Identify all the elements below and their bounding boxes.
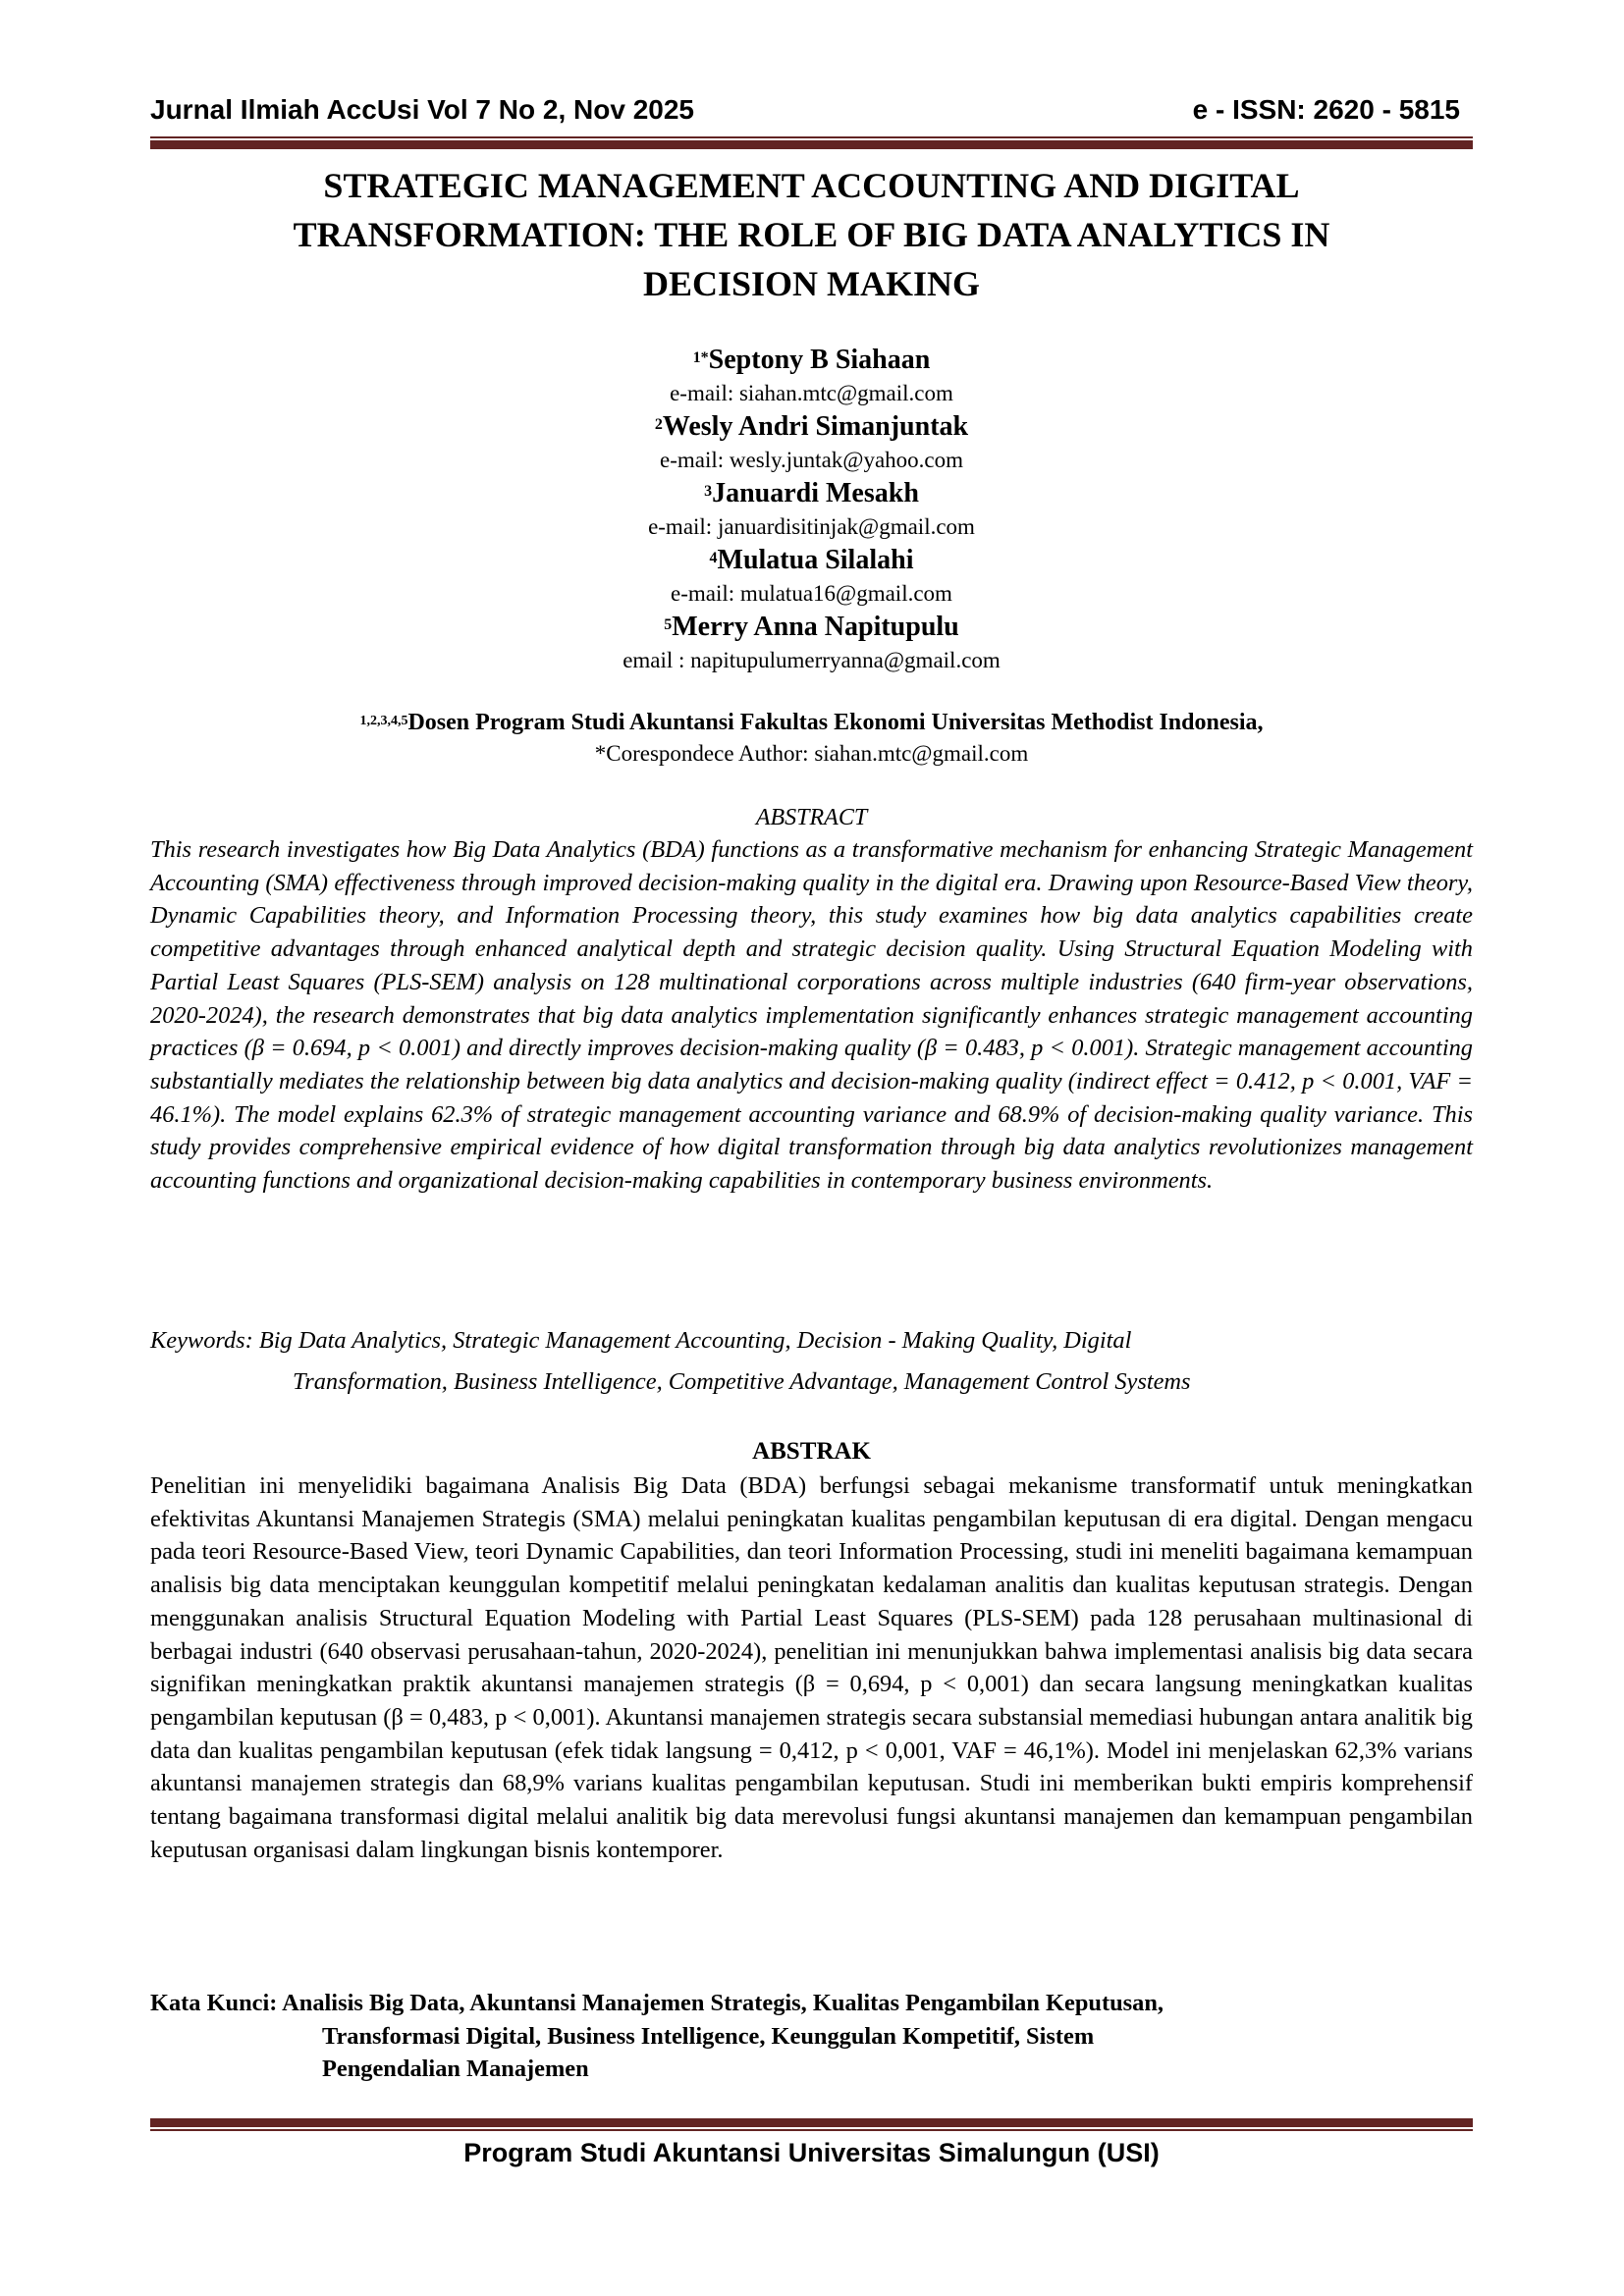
running-header bbox=[150, 94, 1473, 128]
footer-rule-thick bbox=[150, 2118, 1473, 2127]
author-marker: 4 bbox=[709, 550, 718, 566]
author-name-text: Merry Anna Napitupulu bbox=[672, 612, 959, 642]
abstract-text: This research investigates how Big Data Analytics (BDA) functions as a transformative mechanism for enhancing Strategic Management Accounting (SMA) effectiveness through improved decision-making quality in the digital era. Drawing upon Resource-Based View theory, Dynamic Capabilities theory, and Information Processing theory, this study examines how big data analytics capabilities create competitive advantages through enhanced analytical depth and strategic decision quality. Using Structural Equation Modeling with Partial Least Squares (PLS-SEM) analysis on 128 multinational corporations across multiple industries (640 firm-year observations, 2020-2024), the research demonstrates that big data analytics implementation significantly enhances strategic management accounting practices (β = 0.694, p < 0.001) and directly improves decision-making quality (β = 0.483, p < 0.001). Strategic management accounting substantially mediates the relationship between big data analytics and decision-making quality (indirect effect = 0.412, p < 0.001, VAF = 46.1%). The model explains 62.3% of strategic management accounting variance and 68.9% of decision-making quality variance. This study provides comprehensive empirical evidence of how digital transformation through big data analytics revolutionizes management accounting functions and organizational decision-making capabilities in contemporary business environments. bbox=[150, 836, 1473, 1195]
author-marker: 5 bbox=[664, 616, 673, 633]
author-email: e-mail: mulatua16@gmail.com bbox=[671, 581, 952, 606]
kata-kunci-line-1: Kata Kunci: Analisis Big Data, Akuntansi Manajemen Strategis, Kualitas Pengambilan Keputusan, bbox=[150, 1990, 1164, 2016]
correspondence-author: *Corespondece Author: siahan.mtc@gmail.com bbox=[594, 741, 1029, 766]
author-name-text: Januardi Mesakh bbox=[712, 478, 919, 508]
affiliation bbox=[150, 707, 1473, 770]
author-name bbox=[150, 410, 1473, 444]
author-name bbox=[150, 544, 1473, 577]
keywords bbox=[150, 1320, 1473, 1403]
institution-text: Dosen Program Studi Akuntansi Fakultas Ekonomi Universitas Methodist Indonesia, bbox=[407, 710, 1264, 735]
journal-name: Jurnal Ilmiah AccUsi Vol 7 No 2, Nov 2025 bbox=[150, 94, 694, 125]
title-line-1: STRATEGIC MANAGEMENT ACCOUNTING AND DIGITAL bbox=[323, 166, 1300, 205]
running-footer: Program Studi Akuntansi Universitas Simalungun (USI) bbox=[463, 2138, 1160, 2167]
author-marker: 2 bbox=[654, 416, 663, 433]
author-name bbox=[150, 611, 1473, 644]
paper-title bbox=[150, 161, 1473, 308]
kata-kunci-line-2: Transformasi Digital, Business Intelligence, Keunggulan Kompetitif, Sistem bbox=[322, 2022, 1095, 2050]
kata-kunci-line-3: Pengendalian Manajemen bbox=[322, 2056, 589, 2083]
author-name bbox=[150, 344, 1473, 377]
title-line-3: DECISION MAKING bbox=[642, 264, 981, 303]
keywords-line-1: Keywords: Big Data Analytics, Strategic Management Accounting, Decision - Making Quality, Digital bbox=[150, 1327, 1132, 1354]
header-rule-thick bbox=[150, 140, 1473, 149]
author-email: e-mail: siahan.mtc@gmail.com bbox=[670, 381, 953, 405]
kata-kunci bbox=[150, 1987, 1473, 2086]
author-marker: 3 bbox=[704, 483, 713, 500]
keywords-line-2: Transformation, Business Intelligence, Competitive Advantage, Management Control Systems bbox=[293, 1368, 1191, 1395]
author-list bbox=[150, 344, 1473, 677]
abstract-heading: ABSTRACT bbox=[755, 805, 868, 830]
author-marker: 1* bbox=[692, 349, 709, 366]
header-rule-thin bbox=[150, 136, 1473, 138]
footer-rule-thin bbox=[150, 2129, 1473, 2131]
affiliation-marker: 1,2,3,4,5 bbox=[359, 714, 408, 728]
issn: e - ISSN: 2620 - 5815 bbox=[1192, 94, 1460, 125]
author-name-text: Wesly Andri Simanjuntak bbox=[662, 411, 969, 442]
institution bbox=[150, 707, 1473, 738]
author-email: e-mail: januardisitinjak@gmail.com bbox=[648, 514, 975, 539]
author-name-text: Mulatua Silalahi bbox=[717, 545, 914, 575]
author-email: e-mail: wesly.juntak@yahoo.com bbox=[659, 448, 964, 472]
title-line-2: TRANSFORMATION: THE ROLE OF BIG DATA ANALYTICS IN bbox=[293, 215, 1330, 254]
abstrak-heading: ABSTRAK bbox=[752, 1438, 871, 1465]
author-name bbox=[150, 477, 1473, 510]
author-email: email : napitupulumerryanna@gmail.com bbox=[623, 648, 1001, 672]
abstrak-text: Penelitian ini menyelidiki bagaimana Analisis Big Data (BDA) berfungsi sebagai mekanisme transformatif untuk meningkatkan efektivitas Akuntansi Manajemen Strategis (SMA) melalui peningkatan kualitas pengambilan keputusan di era digital. Dengan mengacu pada teori Resource-Based View, teori Dynamic Capabilities, dan teori Information Processing, studi ini meneliti bagaimana kemampuan analisis big data menciptakan keunggulan kompetitif melalui peningkatan kedalaman analitis dan kualitas keputusan strategis. Dengan menggunakan analisis Structural Equation Modeling with Partial Least Squares (PLS-SEM) pada 128 perusahaan multinasional di berbagai industri (640 observasi perusahaan-tahun, 2020-2024), penelitian ini menunjukkan bahwa implementasi analisis big data secara signifikan meningkatkan praktik akuntansi manajemen strategis (β = 0,694, p < 0,001) dan secara langsung meningkatkan kualitas pengambilan keputusan (β = 0,483, p < 0,001). Akuntansi manajemen strategis secara substansial memediasi hubungan antara analitik big data dan kualitas pengambilan keputusan (efek tidak langsung = 0,412, p < 0,001, VAF = 46,1%). Model ini menjelaskan 62,3% varians akuntansi manajemen strategis dan 68,9% varians kualitas pengambilan keputusan. Studi ini memberikan bukti empiris komprehensif tentang bagaimana transformasi digital melalui analitik big data merevolusi fungsi akuntansi manajemen dan kemampuan pengambilan keputusan organisasi dalam lingkungan bisnis kontemporer. bbox=[150, 1472, 1473, 1863]
author-name-text: Septony B Siahaan bbox=[708, 345, 931, 375]
